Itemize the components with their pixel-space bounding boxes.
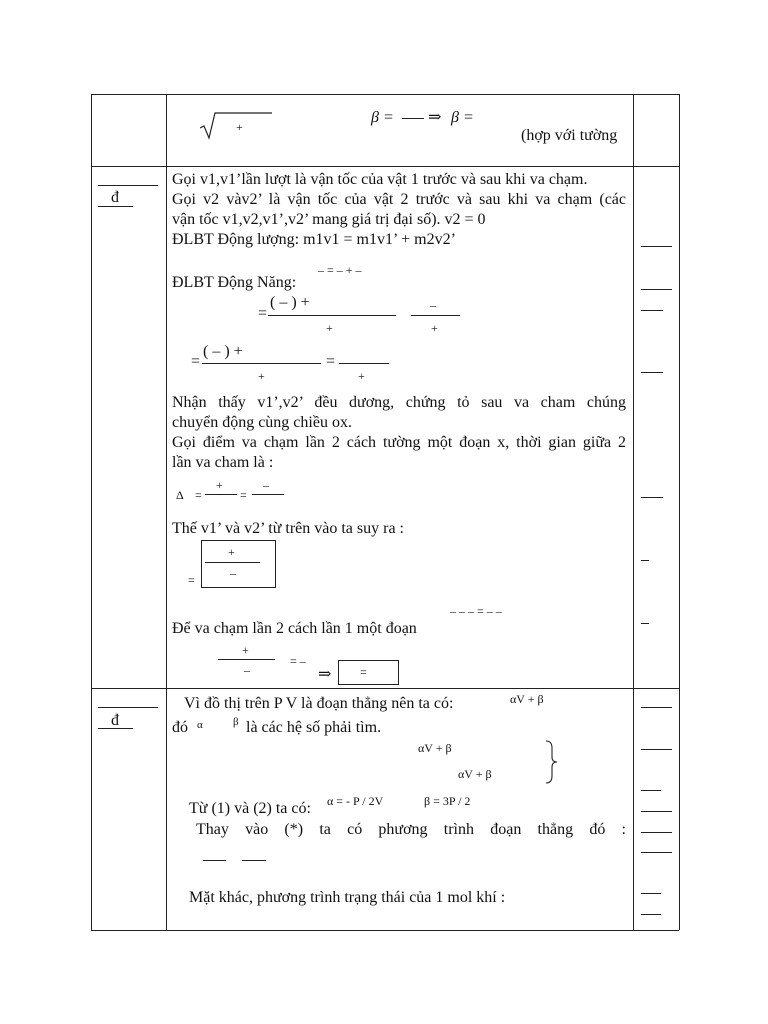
delta-eq-2: =	[240, 488, 247, 502]
row2-line-9: lần va cham là :	[172, 454, 274, 471]
mark-blank-7	[641, 623, 649, 624]
alpha-value: α = - P / 2V	[327, 794, 384, 808]
row-divider-1	[91, 166, 679, 167]
eq-c-bar	[202, 363, 321, 364]
alpha-symbol: α	[197, 719, 203, 731]
final-den-minus: –	[244, 663, 250, 677]
fraction-bar	[402, 118, 424, 119]
row3-line-4: Thay vào (*) ta có phương trình đoạn thẳng đó :	[196, 821, 626, 838]
box1-bar	[205, 562, 260, 563]
delta-t-symbol: Δ	[176, 488, 184, 502]
mark-blank-9	[641, 749, 672, 750]
row-divider-2	[91, 688, 679, 689]
delta-eq-1: =	[195, 488, 202, 502]
row2-line-1: Gọi v1,v1’lần lượt là vận tốc của vật 1 trước và sau khi va chạm.	[172, 171, 588, 188]
table-left-border	[91, 94, 92, 930]
row2-line-10: Thế v1’ và v2’ từ trên vào ta suy ra :	[172, 520, 404, 537]
row2-line-6: Nhận thấy v1’,v2’ đều dương, chứng tỏ sau va cham chúng	[172, 394, 626, 411]
mark-blank-12	[641, 832, 672, 833]
final-num-plus: +	[242, 643, 249, 657]
eq-b-numerator-minus: –	[430, 298, 436, 312]
row2-line-3: vận tốc v1,v2,v1’,v2’ mang giá trị đại số). v2 = 0	[172, 211, 486, 228]
distance-eq-dashes: – – – = – –	[450, 604, 502, 618]
eq-d-bar	[339, 363, 389, 364]
mark-blank-10	[641, 790, 661, 791]
mark-blank-4	[641, 372, 663, 373]
delta-num-minus: –	[263, 478, 269, 492]
row2-line-4: ĐLBT Động lượng: m1v1 = m1v1’ + m2v2’	[172, 231, 456, 248]
beta-value: β = 3P / 2	[424, 794, 471, 808]
beta-eq-2: β =	[451, 109, 474, 126]
eq-c-numerator: ( – ) +	[203, 343, 243, 360]
final-eq-tail: = –	[290, 654, 306, 668]
mark-blank-1	[641, 246, 672, 247]
mark-blank-3	[641, 310, 663, 311]
row3-eq-2: αV + β	[418, 741, 452, 755]
final-bar	[218, 659, 275, 660]
box1-minus: –	[230, 566, 236, 580]
final-implies: ⇒	[318, 666, 332, 683]
eq-c-equals: =	[191, 353, 201, 370]
box1-plus: +	[228, 545, 235, 559]
table-top-border	[91, 94, 679, 95]
sqrt-plus: +	[236, 120, 243, 134]
mark-blank-11	[641, 811, 672, 812]
column-divider-2	[633, 94, 634, 930]
mark-blank-15	[641, 914, 661, 915]
eq-d-equals: =	[326, 353, 336, 370]
mark-blank-2	[641, 289, 672, 290]
score-letter-2: đ	[111, 712, 119, 729]
row2-line-2: Gọi v2 vàv2’ là vận tốc của vật 2 trước và sau khi va chạm (các	[172, 191, 626, 208]
delta-num-plus: +	[216, 478, 223, 492]
result-box-2	[338, 660, 399, 685]
right-brace	[544, 740, 560, 784]
mark-blank-13	[641, 852, 672, 853]
row3-line-1: Vì đồ thị trên P V là đoạn thẳng nên ta có:	[184, 695, 454, 712]
row2-line-11: Để va chạm lần 2 cách lần 1 một đoạn	[172, 620, 417, 637]
row2-line-5: ĐLBT Động Năng:	[172, 274, 297, 291]
implies-symbol: ⇒	[428, 109, 442, 126]
row3-line-2b: là các hệ số phải tìm.	[246, 719, 382, 736]
table-bottom-border	[91, 930, 679, 931]
mark-blank-6	[641, 560, 649, 561]
table-right-border	[679, 94, 680, 930]
row3-line-5: Mặt khác, phương trình trạng thái của 1 mol khí :	[189, 889, 506, 906]
score-blank-under	[98, 206, 133, 207]
eq-a-numerator: ( – ) +	[270, 294, 310, 311]
row3-line-3: Từ (1) và (2) ta có:	[189, 800, 311, 817]
beta-eq-1: β =	[371, 109, 394, 126]
mark-blank-8	[641, 707, 672, 708]
row3-blank-2	[242, 860, 266, 861]
eq-c-denominator-plus: +	[258, 369, 265, 383]
hop-voi-tuong: (hợp với tường	[521, 127, 618, 144]
result-box-1	[201, 540, 276, 588]
score-blank-top-2	[98, 707, 158, 708]
eq-a-bar	[268, 315, 396, 316]
score-blank-top	[98, 185, 158, 186]
eq-a-denominator-plus: +	[326, 321, 333, 335]
box2-equals: =	[360, 665, 367, 679]
beta-symbol: β	[233, 716, 239, 728]
eq-a-equals: =	[258, 305, 268, 322]
column-divider-1	[166, 94, 167, 930]
eq-b-bar	[411, 315, 460, 316]
row2-line-8: Gọi điểm va chạm lần 2 cách tường một đoạn x, thời gian giữa 2	[172, 434, 626, 451]
row3-line-2a: đó	[172, 719, 188, 736]
eq-d-denominator-plus: +	[358, 369, 365, 383]
score-letter: đ	[111, 189, 119, 206]
delta-bar-2	[252, 494, 284, 495]
mark-blank-14	[641, 893, 661, 894]
eq-b-denominator-plus: +	[431, 321, 438, 335]
row3-eq-3: αV + β	[458, 767, 492, 781]
box1-equals: =	[188, 573, 195, 587]
kinetic-energy-eq-top: – = – + –	[318, 263, 362, 277]
row3-eq-1: αV + β	[510, 692, 544, 706]
row2-line-7: chuyển động cùng chiều ox.	[172, 414, 352, 431]
mark-blank-5	[641, 497, 663, 498]
row3-blank-1	[203, 860, 226, 861]
score-blank-under-2	[98, 728, 133, 729]
delta-bar-1	[205, 494, 237, 495]
